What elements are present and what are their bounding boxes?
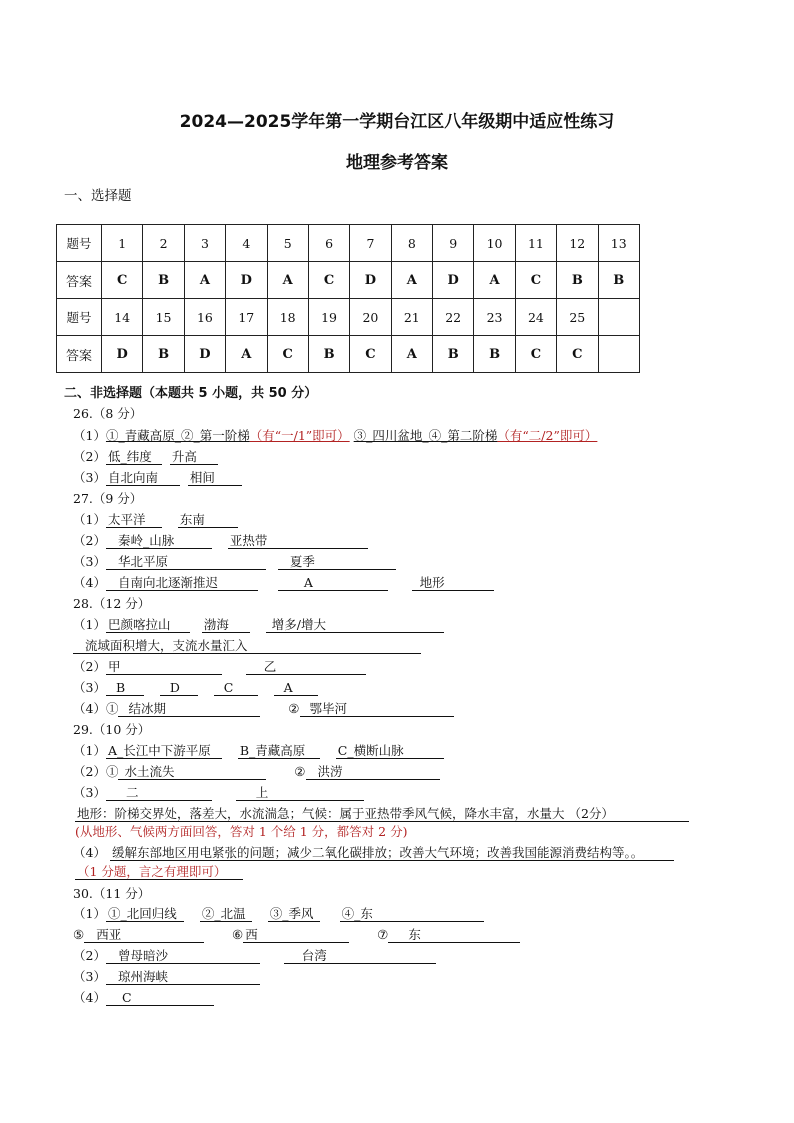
q29-4-prefix: （4） [73,845,106,860]
q26-line-1 [73,428,597,444]
q29-2-marker-b: ② [294,764,306,779]
q30-1-marker-5: ⑤ [73,927,85,942]
q26-1-note-b: （有“二/2”即可） [497,428,598,443]
q29-4-answer: 缓解东部地区用电紧张的问题；减少二氧化碳排放；改善大气环境；改善我国能源消费结构等。。 [110,846,674,861]
q30-2-answer-b: 台湾 [284,949,436,964]
table-cell: 19 [308,299,349,336]
q28-3-answer-a: B [106,681,144,696]
q30-1-answer-c: ③_季风 [268,907,320,922]
table-cell: 24 [515,299,556,336]
q29-2-answer-b: 洪涝 [306,765,440,780]
table-cell: 20 [350,299,391,336]
table-cell: D [226,262,267,299]
q29-explain [75,806,689,822]
q26-line-3 [73,470,242,486]
q28-4-prefix: （4） [73,701,106,716]
q30-line-1b [73,927,520,943]
table-cell: 1 [102,225,143,262]
q27-4-answer-c: 地形 [412,576,494,591]
table-cell: C [350,336,391,373]
q28-line-4 [73,701,454,717]
q27-line-4 [73,575,494,591]
q30-heading: 30.（11 分） [73,886,151,901]
table-cell: 23 [474,299,515,336]
q28-line-1b [73,638,421,654]
q26-2-answer-a: 低_纬度 [106,450,162,465]
q30-1-answer-e: 西亚 [84,928,204,943]
q26-1-answer-b: ③_四川盆地_④_第二阶梯 [353,428,498,443]
q26-line-2 [73,449,218,465]
table-cell: 18 [267,299,308,336]
q30-2-prefix: （2） [73,948,106,963]
q26-3-prefix: （3） [73,470,106,485]
q27-line-1 [73,512,238,528]
table-cell: 21 [391,299,432,336]
q29-line-3 [73,785,364,801]
q29-3-prefix: （3） [73,785,106,800]
q28-1-answer-d: 流域面积增大，支流水量汇入 [73,639,421,654]
table-cell: 25 [557,299,598,336]
table-row [57,262,640,299]
table-head-no: 题号 [57,299,102,336]
q27-3-answer-a: 华北平原 [106,555,266,570]
q28-2-prefix: （2） [73,659,106,674]
q29-1-answer-c: C_横断山脉 [336,744,444,759]
table-cell: 12 [557,225,598,262]
q30-line-3 [73,969,260,985]
q29-2-marker-a: ① [105,764,119,779]
table-cell: A [391,262,432,299]
q29-scoring-note: (从地形、气候两方面回答，答对 1 个给 1 分，都答对 2 分) [75,824,408,839]
table-cell: A [184,262,225,299]
table-cell: D [433,262,474,299]
q27-1-prefix: （1） [73,512,106,527]
q30-4-answer: C [106,991,214,1006]
q26-1-prefix: （1） [73,428,106,443]
q29-line-1 [73,743,444,759]
q28-3-answer-d: A [274,681,318,696]
table-cell: 11 [515,225,556,262]
table-cell: D [184,336,225,373]
q28-1-answer-b: 渤海 [202,618,250,633]
table-cell: C [515,336,556,373]
table-cell: B [308,336,349,373]
table-cell [598,299,640,336]
table-row [57,225,640,262]
table-cell: 17 [226,299,267,336]
q30-1-answer-f: 西 [243,928,349,943]
q27-2-prefix: （2） [73,533,106,548]
table-cell: 8 [391,225,432,262]
q30-4-prefix: （4） [73,990,106,1005]
q28-2-answer-a: 甲 [106,660,222,675]
section-choice-heading: 一、选择题 [64,188,132,204]
q30-3-prefix: （3） [73,969,106,984]
q26-3-answer-a: 自北向南 [106,471,180,486]
table-cell: C [557,336,598,373]
q26-1-note-a: （有“一/1”即可） [249,428,350,443]
q28-3-answer-c: C [214,681,258,696]
q27-2-answer-a: 秦岭_山脉 [106,534,212,549]
q29-heading: 29.（10 分） [73,722,151,737]
q30-1-marker-7: ⑦ [377,927,389,942]
q28-4-answer-b: 鄂毕河 [300,702,454,717]
q26-2-prefix: （2） [73,449,106,464]
q30-2-answer-a: 曾母暗沙 [106,949,260,964]
q29-3-explanation: 地形：阶梯交界处，落差大，水流湍急；气候：属于亚热带季风气候，降水丰富，水量大 （2分） [75,807,689,822]
document-subtitle: 地理参考答案 [346,153,448,173]
q28-4-marker-b: ② [288,701,300,716]
q30-1-answer-a: ①_北回归线 [106,907,184,922]
q27-4-answer-a: 自南向北逐渐推迟 [106,576,258,591]
q28-1-answer-a: 巴颜喀拉山 [106,618,190,633]
table-cell: B [598,262,640,299]
answer-table [56,224,640,373]
table-cell: 2 [143,225,184,262]
q29-line-4 [73,845,674,861]
table-cell: 10 [474,225,515,262]
q26-1-answer-a: ①_青藏高原_②_第一阶梯 [105,428,250,443]
q29-1-answer-a: A_长江中下游平原 [106,744,222,759]
table-head-ans: 答案 [57,262,102,299]
table-cell: A [226,336,267,373]
table-cell: 13 [598,225,640,262]
table-cell: B [143,262,184,299]
q29-2-answer-a: 水土流失 [118,765,266,780]
section-nonchoice-heading: 二、非选择题（本题共 5 小题，共 50 分） [64,386,318,401]
table-cell: 22 [433,299,474,336]
table-cell: 16 [184,299,225,336]
table-cell: D [350,262,391,299]
q29-1-prefix: （1） [73,743,106,758]
table-cell: A [474,262,515,299]
table-cell: 6 [308,225,349,262]
q30-1-answer-g: 东 [388,928,520,943]
table-row [57,299,640,336]
q29-2-prefix: （2） [73,764,106,779]
table-head-ans: 答案 [57,336,102,373]
q28-heading: 28.（12 分） [73,596,151,611]
q29-4-note [75,864,243,880]
table-cell: 14 [102,299,143,336]
q26-2-answer-b: 升高 [170,450,218,465]
q30-line-1 [73,906,484,922]
q29-1-answer-b: B_青藏高原 [238,744,320,759]
q28-3-answer-b: D [160,681,198,696]
q27-3-prefix: （3） [73,554,106,569]
table-cell: 5 [267,225,308,262]
q30-1-answer-d: ④_东 [340,907,484,922]
q28-3-prefix: （3） [73,680,106,695]
table-cell: A [391,336,432,373]
document-title: 2024—2025学年第一学期台江区八年级期中适应性练习 [179,112,615,132]
q30-3-answer: 琼州海峡 [106,970,260,985]
q28-1-prefix: （1） [73,617,106,632]
q28-line-2 [73,659,366,675]
table-cell: A [267,262,308,299]
q30-line-2 [73,948,436,964]
table-cell: 15 [143,299,184,336]
table-cell: 3 [184,225,225,262]
q28-1-answer-c: 增多/增大 [266,618,444,633]
q27-line-2 [73,533,368,549]
table-cell [598,336,640,373]
table-cell: C [102,262,143,299]
table-cell: D [102,336,143,373]
table-cell: B [143,336,184,373]
q28-line-1 [73,617,444,633]
q29-4-note-text: （1 分题，言之有理即可） [75,865,243,880]
q28-4-marker-a: ① [105,701,119,716]
table-cell: 7 [350,225,391,262]
q28-4-answer-a: 结冰期 [118,702,260,717]
table-head-no: 题号 [57,225,102,262]
q29-line-2 [73,764,440,780]
q30-1-prefix: （1） [73,906,106,921]
q27-1-answer-b: 东南 [178,513,238,528]
q27-line-3 [73,554,396,570]
table-cell: B [557,262,598,299]
table-cell: C [308,262,349,299]
table-cell: B [474,336,515,373]
q27-heading: 27.（9 分） [73,491,143,506]
q28-line-3 [73,680,318,696]
q30-1-answer-b: ②_北温 [200,907,252,922]
table-cell: B [433,336,474,373]
table-cell: C [515,262,556,299]
q30-1-marker-6: ⑥ [232,927,244,942]
q29-3-answer-b: 上 [236,786,364,801]
q27-4-prefix: （4） [73,575,106,590]
q28-2-answer-b: 乙 [246,660,366,675]
table-row [57,336,640,373]
table-cell: 4 [226,225,267,262]
q26-3-answer-b: 相间 [188,471,242,486]
q30-line-4 [73,990,214,1006]
q27-3-answer-b: 夏季 [278,555,396,570]
q27-1-answer-a: 太平洋 [106,513,162,528]
q27-4-answer-b: A [278,576,388,591]
table-cell: C [267,336,308,373]
q29-3-answer-a: 二 [106,786,212,801]
q26-heading: 26.（8 分） [73,406,143,421]
q27-2-answer-b: 亚热带 [228,534,368,549]
table-cell: 9 [433,225,474,262]
